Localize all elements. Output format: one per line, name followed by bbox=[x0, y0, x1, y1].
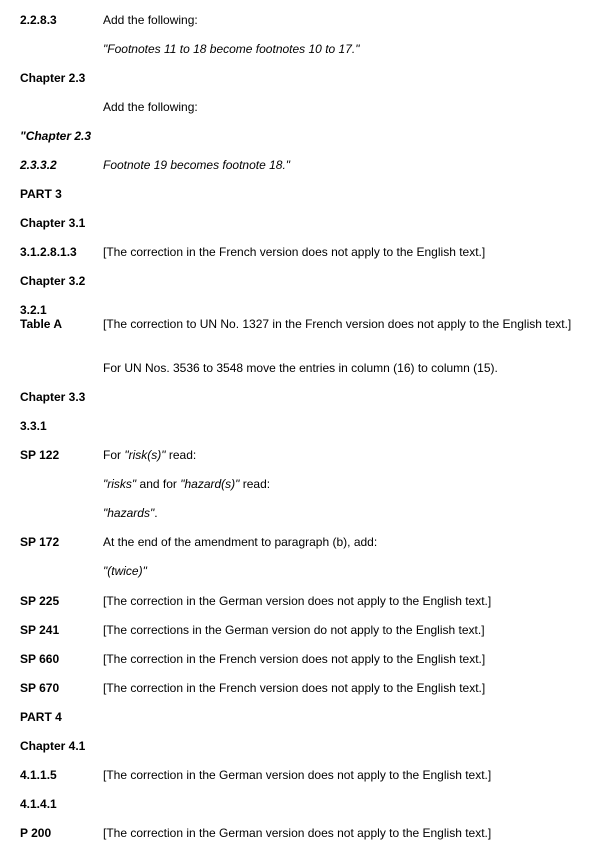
special-provision-number: SP 225 bbox=[20, 594, 60, 608]
note-text: [The correction in the French version does not apply to the English text.] bbox=[103, 681, 486, 695]
section-number: 4.1.4.1 bbox=[20, 797, 57, 811]
quoted-chapter-title: "Chapter 2.3 bbox=[20, 129, 92, 143]
instruction-text bbox=[103, 477, 578, 491]
quoted-amendment bbox=[0, 42, 600, 60]
chapter-title: Chapter 3.3 bbox=[20, 390, 86, 404]
special-provision-number: SP 172 bbox=[20, 535, 60, 549]
note-text: [The correction in the German version does not apply to the English text.] bbox=[103, 594, 492, 608]
entry-p-200 bbox=[0, 826, 600, 844]
entry-sp-122 bbox=[0, 448, 600, 466]
instruction-row bbox=[0, 361, 600, 379]
section-number: 2.2.8.3 bbox=[20, 13, 57, 27]
chapter-title: Chapter 2.3 bbox=[20, 71, 86, 85]
instruction-text bbox=[103, 506, 578, 520]
text-middle: and for bbox=[136, 477, 181, 491]
part-heading bbox=[0, 710, 600, 728]
amendment-text: Footnote 19 becomes footnote 18." bbox=[103, 158, 291, 172]
entry-sp-670 bbox=[0, 681, 600, 699]
part-heading bbox=[0, 187, 600, 205]
section-heading bbox=[0, 797, 600, 815]
chapter-heading bbox=[0, 390, 600, 408]
note-text: [The correction in the French version does not apply to the English text.] bbox=[103, 652, 486, 666]
chapter-title: Chapter 4.1 bbox=[20, 739, 86, 753]
note-text: [The correction in the German version does not apply to the English text.] bbox=[103, 768, 492, 782]
instruction-text: Add the following: bbox=[103, 13, 198, 27]
note-text: [The corrections in the German version do not apply to the English text.] bbox=[103, 623, 485, 637]
instruction-text: Add the following: bbox=[103, 100, 198, 114]
text-suffix: read: bbox=[239, 477, 271, 491]
text-prefix: For bbox=[103, 448, 125, 462]
quoted-term: "hazards" bbox=[103, 506, 155, 520]
section-number: 2.3.3.2 bbox=[20, 158, 57, 172]
note-text: [The correction in the French version does not apply to the English text.] bbox=[103, 245, 486, 259]
section-heading bbox=[0, 419, 600, 437]
section-number: 3.2.1 bbox=[20, 303, 47, 317]
special-provision-number: SP 122 bbox=[20, 448, 60, 462]
entry-3-2-1-table-a bbox=[0, 303, 600, 343]
instruction-text: For UN Nos. 3536 to 3548 move the entries in column (16) to column (15). bbox=[103, 361, 498, 375]
entry-4-1-1-5 bbox=[0, 768, 600, 786]
entry-sp-172 bbox=[0, 535, 600, 553]
entry-2-3-3-2 bbox=[0, 158, 600, 176]
quoted-amendment bbox=[0, 564, 600, 582]
chapter-heading bbox=[0, 216, 600, 234]
amendment-text: "(twice)" bbox=[103, 564, 147, 578]
instruction-text: At the end of the amendment to paragraph (b), add: bbox=[103, 535, 378, 549]
note-text: [The correction to UN No. 1327 in the French version does not apply to the English text.] bbox=[103, 317, 572, 331]
chapter-heading bbox=[0, 71, 600, 89]
entry-sp-660 bbox=[0, 652, 600, 670]
entry-sp-225 bbox=[0, 594, 600, 612]
amendment-text: "Footnotes 11 to 18 become footnotes 10 to 17." bbox=[103, 42, 360, 56]
special-provision-number: SP 241 bbox=[20, 623, 60, 637]
chapter-heading bbox=[0, 274, 600, 292]
quoted-term: "hazard(s)" bbox=[180, 477, 240, 491]
instruction-row bbox=[0, 477, 600, 495]
special-provision-number: SP 660 bbox=[20, 652, 60, 666]
quoted-term: "risk(s)" bbox=[124, 448, 166, 462]
instruction-row bbox=[0, 100, 600, 118]
chapter-title: Chapter 3.2 bbox=[20, 274, 86, 288]
note-text: [The correction in the German version does not apply to the English text.] bbox=[103, 826, 492, 840]
quoted-term: "risks" bbox=[103, 477, 137, 491]
chapter-title: Chapter 3.1 bbox=[20, 216, 86, 230]
table-name: Table A bbox=[20, 317, 63, 331]
part-title: PART 4 bbox=[20, 710, 62, 724]
quoted-chapter-heading bbox=[0, 129, 600, 147]
instruction-text bbox=[103, 448, 578, 462]
instruction-row bbox=[0, 506, 600, 524]
section-number: 3.1.2.8.1.3 bbox=[20, 245, 77, 259]
chapter-heading bbox=[0, 739, 600, 757]
packing-instruction-number: P 200 bbox=[20, 826, 52, 840]
entry-sp-241 bbox=[0, 623, 600, 641]
entry-2-2-8-3 bbox=[0, 13, 600, 31]
special-provision-number: SP 670 bbox=[20, 681, 60, 695]
part-title: PART 3 bbox=[20, 187, 62, 201]
section-number: 4.1.1.5 bbox=[20, 768, 57, 782]
text-suffix: read: bbox=[165, 448, 197, 462]
entry-3-1-2-8-1-3 bbox=[0, 245, 600, 263]
text-suffix: . bbox=[154, 506, 158, 520]
section-number: 3.3.1 bbox=[20, 419, 47, 433]
